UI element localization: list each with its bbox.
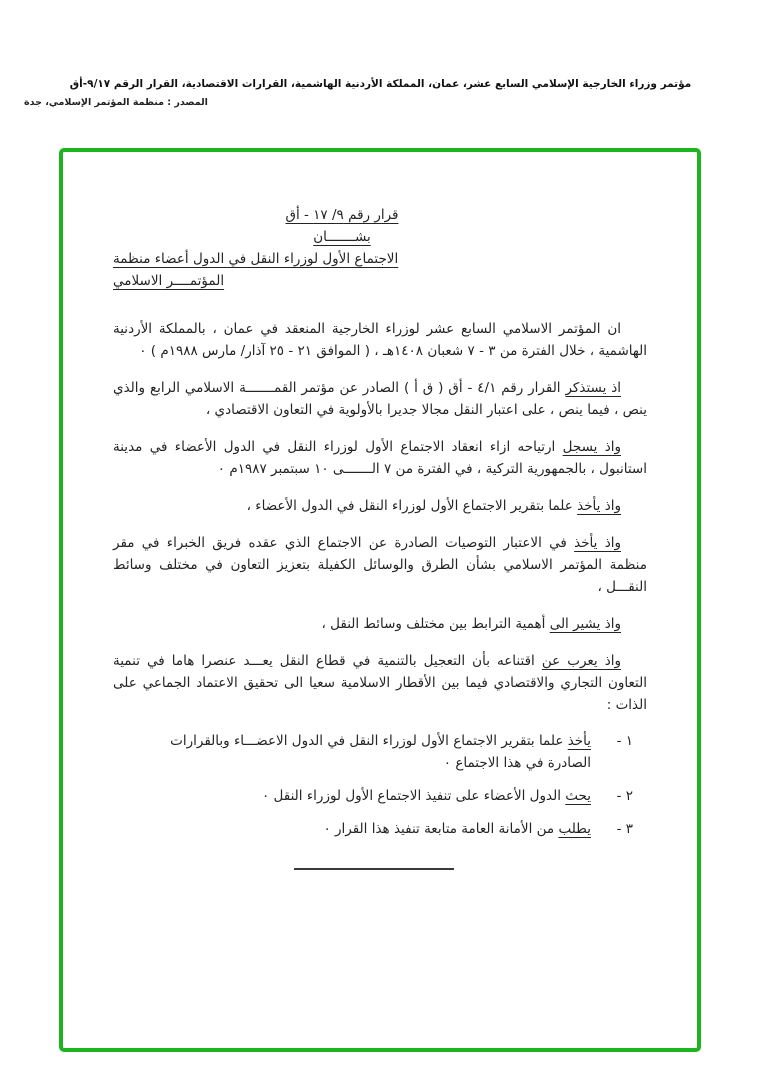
scanned-document-content — [63, 152, 697, 870]
item-text — [113, 818, 591, 840]
item-number: ٢ - — [616, 788, 633, 804]
paragraph-text: علما بتقرير الاجتماع الأول لوزراء النقل في الدول الأعضاء ، — [246, 498, 573, 514]
item-body: علما بتقرير الاجتماع الأول لوزراء النقل في الدول الاعضـــاء وبالقرارات الصادرة في هذا الاجتماع ٠ — [170, 733, 591, 771]
paragraph-text: في الاعتبار التوصيات الصادرة عن الاجتماع الذي عقده فريق الخبراء في مقر منظمة المؤتمر الاسلامي بشأن الطرق والوسائل الكفيلة بتعزيز التعاون في مختلف وسائط النقـــل ، — [113, 535, 647, 595]
preamble-paragraph — [113, 318, 647, 362]
item-number: ٣ - — [616, 821, 633, 837]
list-item — [113, 818, 633, 840]
list-item — [113, 730, 633, 774]
paragraph-lead: واذ يسجل — [562, 439, 621, 455]
paragraph-lead: واذ يأخذ — [574, 535, 621, 551]
preamble-paragraph — [113, 650, 647, 716]
header-title: مؤتمر وزراء الخارجية الإسلامي السابع عشر، عمان، المملكة الأردنية الهاشمية، القرارات الاقتصادية، القرار الرقم ٩/١٧-أق — [69, 78, 692, 90]
paragraph-lead: واذ يعرب عن — [541, 653, 622, 669]
preamble-paragraph — [113, 613, 647, 635]
item-text — [113, 785, 591, 807]
closing-rule — [294, 868, 454, 870]
resolution-subject-line-1: الاجتماع الأول لوزراء النقل في الدول أعضاء منظمة — [113, 251, 399, 267]
paragraph-text: ان المؤتمر الاسلامي السابع عشر لوزراء الخارجية المنعقد في عمان ، بالمملكة الأردنية الهاشمية ، خلال الفترة من ٣ - ٧ شعبان ١٤٠٨هـ ، ( الموافق ٢١ - ٢٥ آذار/ مارس ١٩٨٨م ) ٠ — [113, 321, 647, 359]
paragraph-text: القرار رقم ٤/١ - أق ( ق أ ) الصادر عن مؤتمر القمـــــــة الاسلامي الرابع والذي ينص ، فيما ينص ، على اعتبار النقل مجالا جديرا بالأولوية في التعاون الاقتصادي ، — [113, 380, 647, 418]
resolution-number-line: قرار رقم ٩/ ١٧ - أق — [285, 207, 399, 223]
item-lead: يحث — [565, 788, 591, 804]
paragraph-lead: واذ يشير الى — [549, 616, 621, 632]
operative-items — [113, 730, 647, 840]
paragraph-text: ارتياحه ازاء انعقاد الاجتماع الأول لوزراء النقل في الدول الأعضاء في مدينة استانبول ، بالجمهورية التركية ، في الفترة من ٧ الـــــــى ١٠ سبتمبر ١٩٨٧م ٠ — [113, 439, 647, 477]
paragraph-lead: اذ يستذكر — [565, 380, 621, 396]
item-number: ١ - — [616, 733, 633, 749]
resolution-subject-line-2: المؤتمــــر الاسلامي — [113, 273, 225, 289]
preamble-paragraph — [113, 532, 647, 598]
resolution-title — [113, 204, 647, 292]
preamble-paragraph — [113, 377, 647, 421]
paragraph-text: اقتناعه بأن التعجيل بالتنمية في قطاع النقل يعـــد عنصرا هاما في تنمية التعاون التجاري والاقتصادي فيما بين الأقطار الاسلامية سعيا الى تحقيق الاعتماد الجماعي على الذات : — [113, 653, 647, 713]
header-source: المصدر : منظمة المؤتمر الإسلامي، جدة — [24, 97, 208, 108]
item-body: من الأمانة العامة متابعة تنفيذ هذا القرار ٠ — [323, 821, 555, 837]
paragraph-lead: واذ يأخذ — [577, 498, 621, 514]
preamble-paragraph — [113, 495, 647, 517]
preamble-paragraph — [113, 436, 647, 480]
paragraph-text: أهمية الترابط بين مختلف وسائط النقل ، — [321, 616, 546, 632]
item-body: الدول الأعضاء على تنفيذ الاجتماع الأول لوزراء النقل ٠ — [261, 788, 561, 804]
document-header — [0, 78, 761, 108]
item-lead: يأخذ — [567, 733, 591, 749]
resolution-subject-word: بشـــــــان — [313, 229, 371, 245]
item-lead: يطلب — [558, 821, 591, 837]
item-text — [113, 730, 591, 774]
list-item — [113, 785, 633, 807]
scanned-document-frame — [59, 148, 701, 1052]
